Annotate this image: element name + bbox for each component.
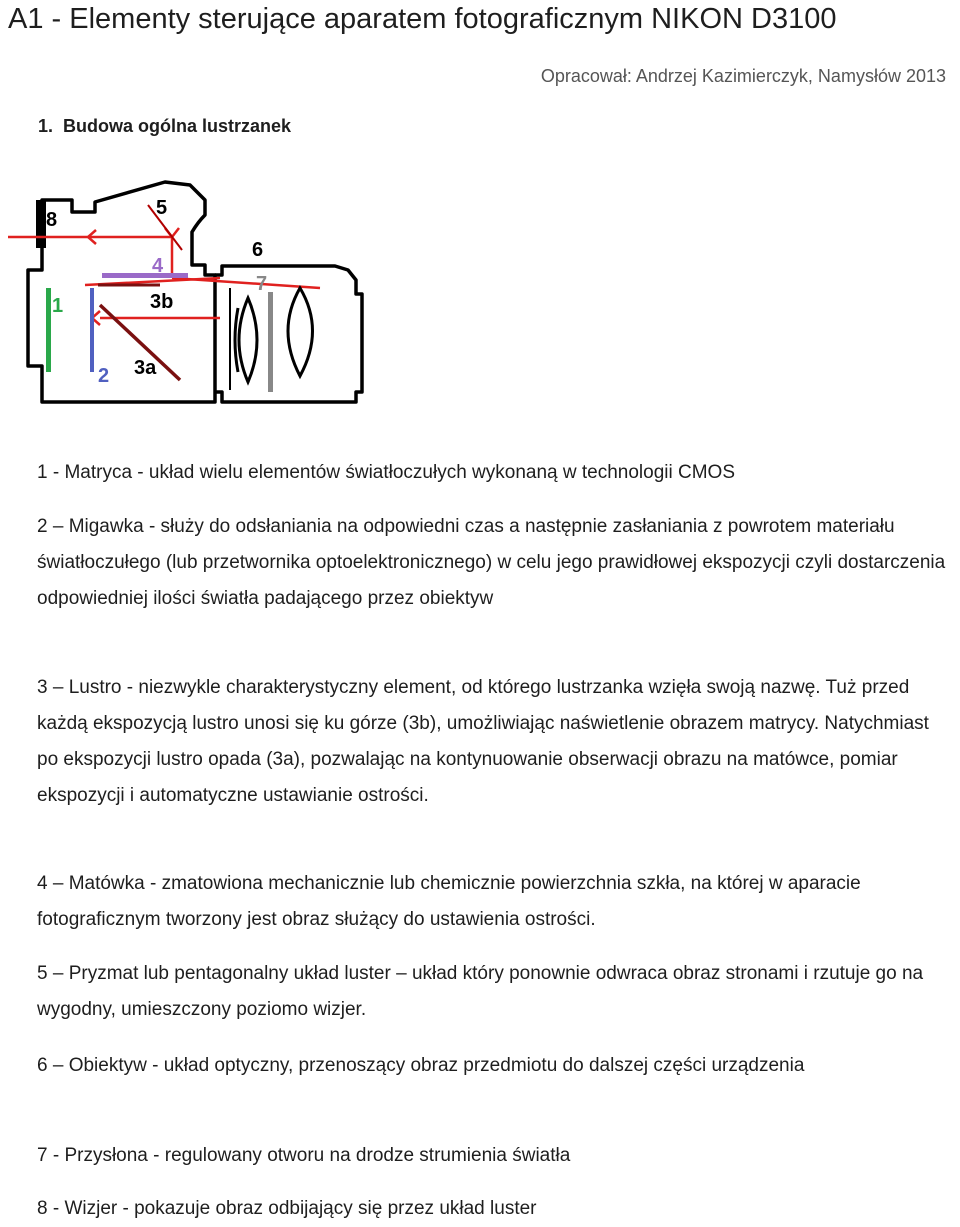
author-line: Opracował: Andrzej Kazimierczyk, Namysłów 2013 — [540, 66, 946, 86]
viewfinder-eyepiece — [36, 200, 46, 248]
section-heading — [38, 114, 291, 138]
description-przyslona: 7 - Przysłona - regulowany otworu na drodze strumienia światła — [37, 1145, 571, 1166]
description-lustro: 3 – Lustro - niezwykle charakterystyczny element, od którego lustrzanka wzięła swoją nazwę. Tuż przed każdą ekspozycją lustro unosi się ku górze (3b), umożliwiając naświetlenie obrazem matrycy. Natychmiast po ekspozycji lustro opada (3a), pozwalając na kontynuowanie obserwacji obrazu na matówce, pomiar ekspozycji i automatyczne ustawianie ostrości. — [37, 677, 929, 806]
sensor — [46, 288, 51, 372]
label-4: 4 — [152, 255, 164, 277]
shutter — [90, 288, 94, 372]
label-7: 7 — [256, 273, 268, 295]
description-matowka: 4 – Matówka - zmatowiona mechanicznie lub chemicznie powierzchnia szkła, na której w aparacie fotograficznym tworzony jest obraz służący do ustawienia ostrości. — [37, 873, 861, 930]
label-8: 8 — [46, 209, 58, 231]
focusing-screen — [102, 273, 188, 278]
description-migawka: 2 – Migawka - służy do odsłaniania na odpowiedni czas a następnie zasłaniania z powrotem materiału światłoczułego (lub przetwornika optoelektronicznego) w celu jego prawidłowej ekspozycji czyli dostarczenia odpowiedniej ilości światła padającego przez obiektyw — [37, 516, 946, 609]
label-5: 5 — [156, 197, 168, 219]
aperture — [268, 292, 273, 392]
label-2: 2 — [98, 365, 110, 387]
description-matryca: 1 - Matryca - układ wielu elementów światłoczułych wykonaną w technologii CMOS — [37, 462, 736, 483]
label-3a: 3a — [134, 357, 157, 379]
camera-body-outline — [28, 182, 362, 402]
section-title: Budowa ogólna lustrzanek — [63, 116, 292, 136]
description-obiektyw: 6 – Obiektyw - układ optyczny, przenoszący obraz przedmiotu do dalszej części urządzenia — [37, 1055, 805, 1076]
document-title: A1 - Elementy sterujące aparatem fotograficznym NIKON D3100 — [8, 3, 837, 35]
label-6: 6 — [252, 239, 264, 261]
label-3b: 3b — [150, 291, 174, 313]
dslr-cross-section-diagram — [0, 170, 460, 420]
description-pryzmat: 5 – Pryzmat lub pentagonalny układ luster – układ który ponownie odwraca obraz stronami i rzutuje go na wygodny, umieszczony poziomo wizjer. — [37, 963, 924, 1020]
section-number: 1. — [38, 116, 54, 136]
label-1: 1 — [52, 295, 64, 317]
description-wizjer: 8 - Wizjer - pokazuje obraz odbijający się przez układ luster — [37, 1198, 537, 1219]
